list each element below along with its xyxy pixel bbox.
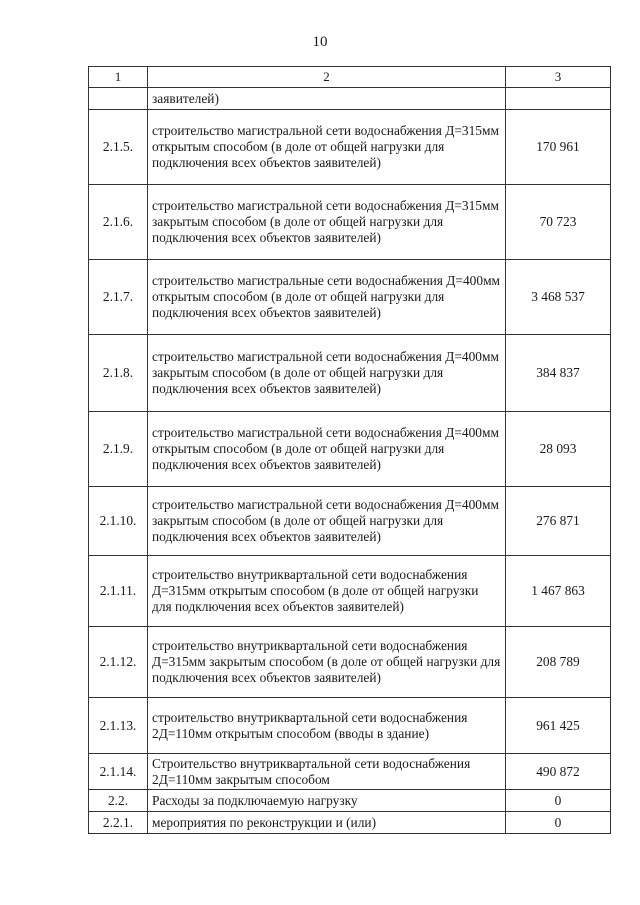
row-number: 2.1.14. <box>89 754 148 790</box>
row-number: 2.2. <box>89 790 148 812</box>
row-value: 384 837 <box>506 335 611 412</box>
table-row <box>89 335 611 412</box>
row-number: 2.1.8. <box>89 335 148 412</box>
header-col-3: 3 <box>506 67 611 88</box>
row-value: 1 467 863 <box>506 556 611 627</box>
row-number: 2.1.10. <box>89 487 148 556</box>
table-row <box>89 627 611 698</box>
row-description: Расходы за подключаемую нагрузку <box>148 790 506 812</box>
row-value: 70 723 <box>506 185 611 260</box>
row-description: строительство магистральные сети водоснабжения Д=400мм открытым способом (в доле от общей нагрузки для подключения всех объектов заявителей) <box>148 260 506 335</box>
table-row <box>89 754 611 790</box>
row-description: Строительство внутриквартальной сети водоснабжения 2Д=110мм закрытым способом <box>148 754 506 790</box>
row-number: 2.1.13. <box>89 698 148 754</box>
table-row <box>89 185 611 260</box>
row-value: 276 871 <box>506 487 611 556</box>
page-number: 10 <box>312 34 328 50</box>
row-value: 3 468 537 <box>506 260 611 335</box>
row-description: строительство внутриквартальной сети водоснабжения Д=315мм открытым способом (в доле от общей нагрузки для подключения всех объектов заявителей) <box>148 556 506 627</box>
row-value: 28 093 <box>506 412 611 487</box>
row-description: строительство магистральной сети водоснабжения Д=400мм закрытым способом (в доле от общей нагрузки для подключения всех объектов заявителей) <box>148 335 506 412</box>
row-description: заявителей) <box>148 88 506 110</box>
row-number: 2.1.6. <box>89 185 148 260</box>
header-col-2: 2 <box>148 67 506 88</box>
table-row <box>89 88 611 110</box>
table-row <box>89 790 611 812</box>
row-value: 961 425 <box>506 698 611 754</box>
row-description: строительство внутриквартальной сети водоснабжения 2Д=110мм открытым способом (вводы в здание) <box>148 698 506 754</box>
row-description: строительство магистральной сети водоснабжения Д=400мм открытым способом (в доле от общей нагрузки для подключения всех объектов заявителей) <box>148 412 506 487</box>
row-value: 490 872 <box>506 754 611 790</box>
row-value: 208 789 <box>506 627 611 698</box>
table-row <box>89 110 611 185</box>
row-value: 170 961 <box>506 110 611 185</box>
table-row <box>89 260 611 335</box>
row-number: 2.2.1. <box>89 812 148 834</box>
table-row <box>89 556 611 627</box>
table-row <box>89 412 611 487</box>
row-number: 2.1.12. <box>89 627 148 698</box>
cost-table <box>88 66 611 834</box>
row-value <box>506 88 611 110</box>
row-description: мероприятия по реконструкции и (или) <box>148 812 506 834</box>
header-col-1: 1 <box>89 67 148 88</box>
row-description: строительство магистральной сети водоснабжения Д=315мм закрытым способом (в доле от общей нагрузки для подключения всех объектов заявителей) <box>148 185 506 260</box>
table-row <box>89 698 611 754</box>
row-description: строительство магистральной сети водоснабжения Д=315мм открытым способом (в доле от общей нагрузки для подключения всех объектов заявителей) <box>148 110 506 185</box>
row-number: 2.1.5. <box>89 110 148 185</box>
row-number <box>89 88 148 110</box>
row-number: 2.1.9. <box>89 412 148 487</box>
row-number: 2.1.7. <box>89 260 148 335</box>
table-row <box>89 812 611 834</box>
row-number: 2.1.11. <box>89 556 148 627</box>
row-value: 0 <box>506 812 611 834</box>
table-header-row <box>89 67 611 88</box>
row-value: 0 <box>506 790 611 812</box>
table-body <box>89 88 611 834</box>
table-row <box>89 487 611 556</box>
row-description: строительство магистральной сети водоснабжения Д=400мм закрытым способом (в доле от общей нагрузки для подключения всех объектов заявителей) <box>148 487 506 556</box>
row-description: строительство внутриквартальной сети водоснабжения Д=315мм закрытым способом (в доле от общей нагрузки для подключения всех объектов заявителей) <box>148 627 506 698</box>
